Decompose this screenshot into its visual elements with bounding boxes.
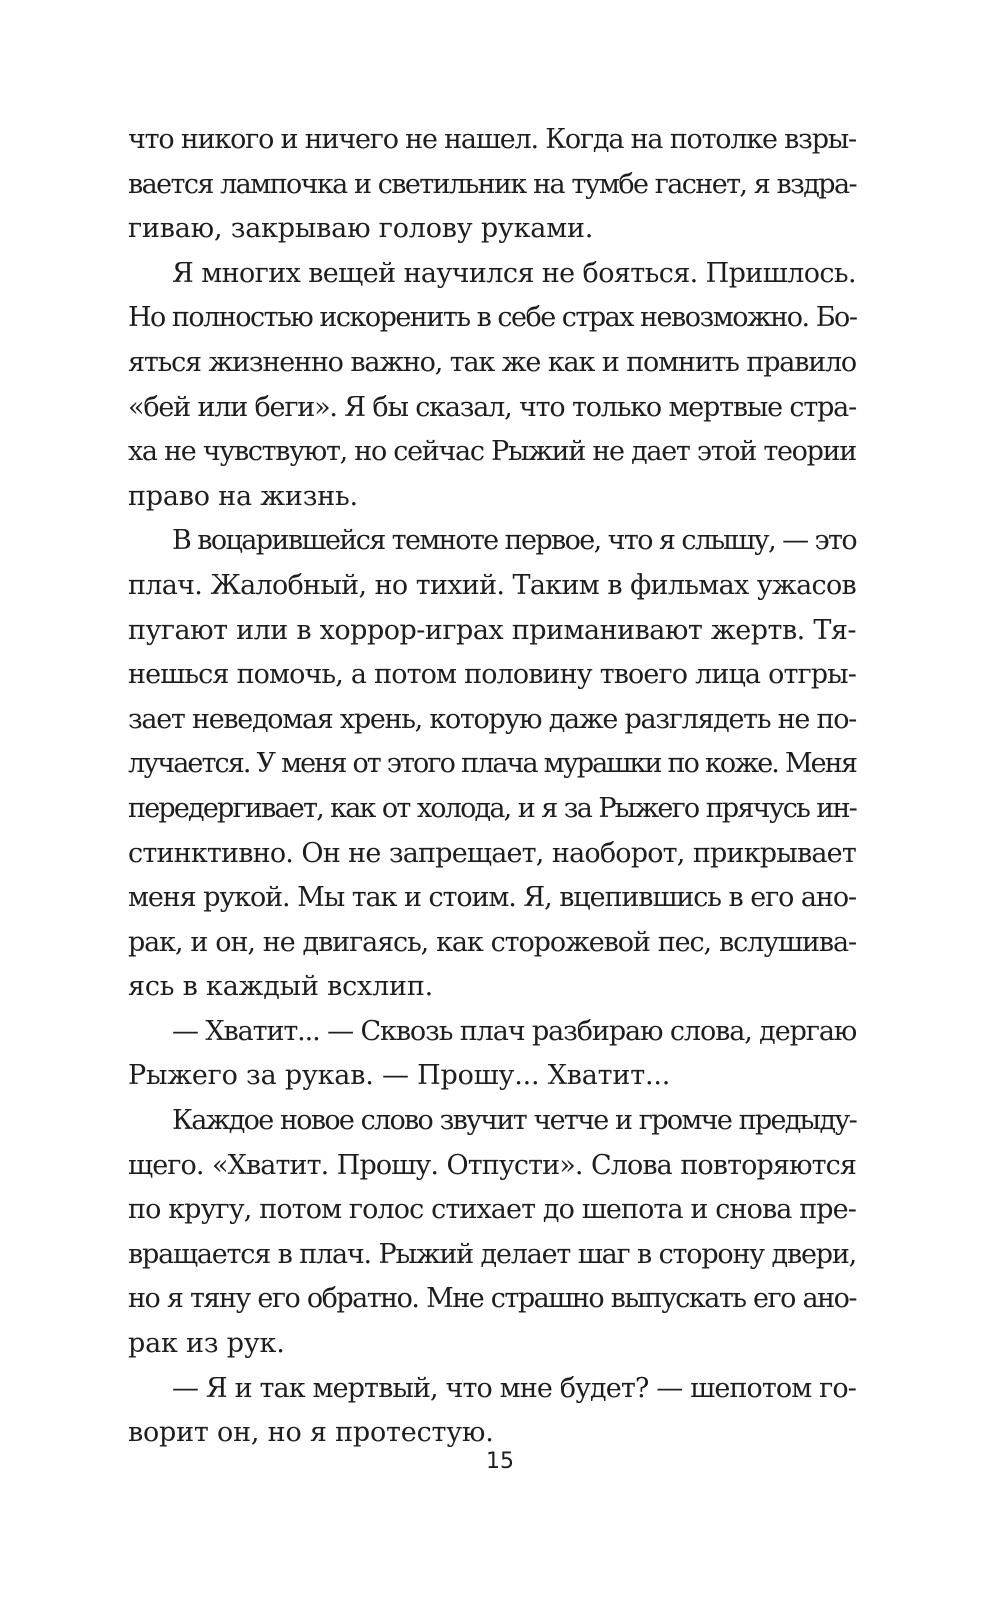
text-line: право на жизнь. [128, 480, 358, 512]
text-line: нешься помочь, а потом половину твоего лица отгры- [128, 659, 856, 691]
text-line: вается лампочка и светильник на тумбе гаснет, я вздра- [128, 168, 856, 200]
text-line: что никого и ничего не нашел. Когда на потолке взры- [128, 124, 856, 155]
text-line: В воцарившейся темноте первое, что я слышу, — это [172, 525, 856, 557]
text-line: гиваю, закрываю голову руками. [128, 213, 594, 245]
text-line: рак, и он, не двигаясь, как сторожевой пес, вслушива- [128, 926, 856, 958]
text-line: лучается. У меня от этого плача мурашки по коже. Меня [128, 748, 856, 780]
paragraph [128, 118, 856, 252]
text-line: — Хватит... — Сквозь плач разбираю слова, дергаю [172, 1015, 857, 1047]
text-line: Я многих вещей научился не бояться. Пришлось. [172, 257, 856, 289]
text-line: щего. «Хватит. Прошу. Отпусти». Слова повторяются [128, 1149, 856, 1181]
text-line: стинктивно. Он не запрещает, наоборот, прикрывает [128, 837, 856, 869]
text-line: «бей или беги». Я бы сказал, что только мертвые стра- [128, 391, 856, 423]
paragraph [128, 1099, 856, 1367]
text-line: Каждое новое слово звучит четче и громче предыду- [172, 1105, 856, 1137]
text-line: рак из рук. [128, 1328, 285, 1360]
text-line: яться жизненно важно, так же как и помнить правило [128, 346, 856, 378]
page-number: 15 [486, 1449, 514, 1474]
text-line: Рыжего за рукав. — Прошу... Хватит... [128, 1060, 671, 1092]
paragraph [128, 252, 856, 520]
paragraph [128, 1367, 856, 1456]
text-line: вращается в плач. Рыжий делает шаг в сторону двери, [128, 1238, 856, 1270]
text-line: передергивает, как от холода, и я за Рыжего прячусь ин- [128, 792, 856, 824]
paragraph [128, 1010, 856, 1099]
body-text [128, 118, 856, 1456]
text-line: ворит он, но я протестую. [128, 1417, 494, 1449]
text-line: ясь в каждый всхлип. [128, 971, 433, 1003]
text-line: но я тяну его обратно. Мне страшно выпускать его ано- [128, 1283, 856, 1315]
text-line: зает неведомая хрень, которую даже разглядеть не по- [128, 703, 856, 735]
text-line: Но полностью искоренить в себе страх невозможно. Бо- [128, 302, 857, 334]
text-line: ха не чувствуют, но сейчас Рыжий не дает этой теории [128, 436, 856, 468]
text-line: плач. Жалобный, но тихий. Таким в фильмах ужасов [128, 569, 856, 601]
text-line: меня рукой. Мы так и стоим. Я, вцепившись в его ано- [128, 882, 856, 914]
text-line: пугают или в хоррор-играх приманивают жертв. Тя- [128, 614, 856, 646]
paragraph [128, 519, 856, 1010]
text-line: — Я и так мертвый, что мне будет? — шепотом го- [172, 1372, 856, 1404]
text-line: по кругу, потом голос стихает до шепота и снова пре- [128, 1194, 856, 1226]
